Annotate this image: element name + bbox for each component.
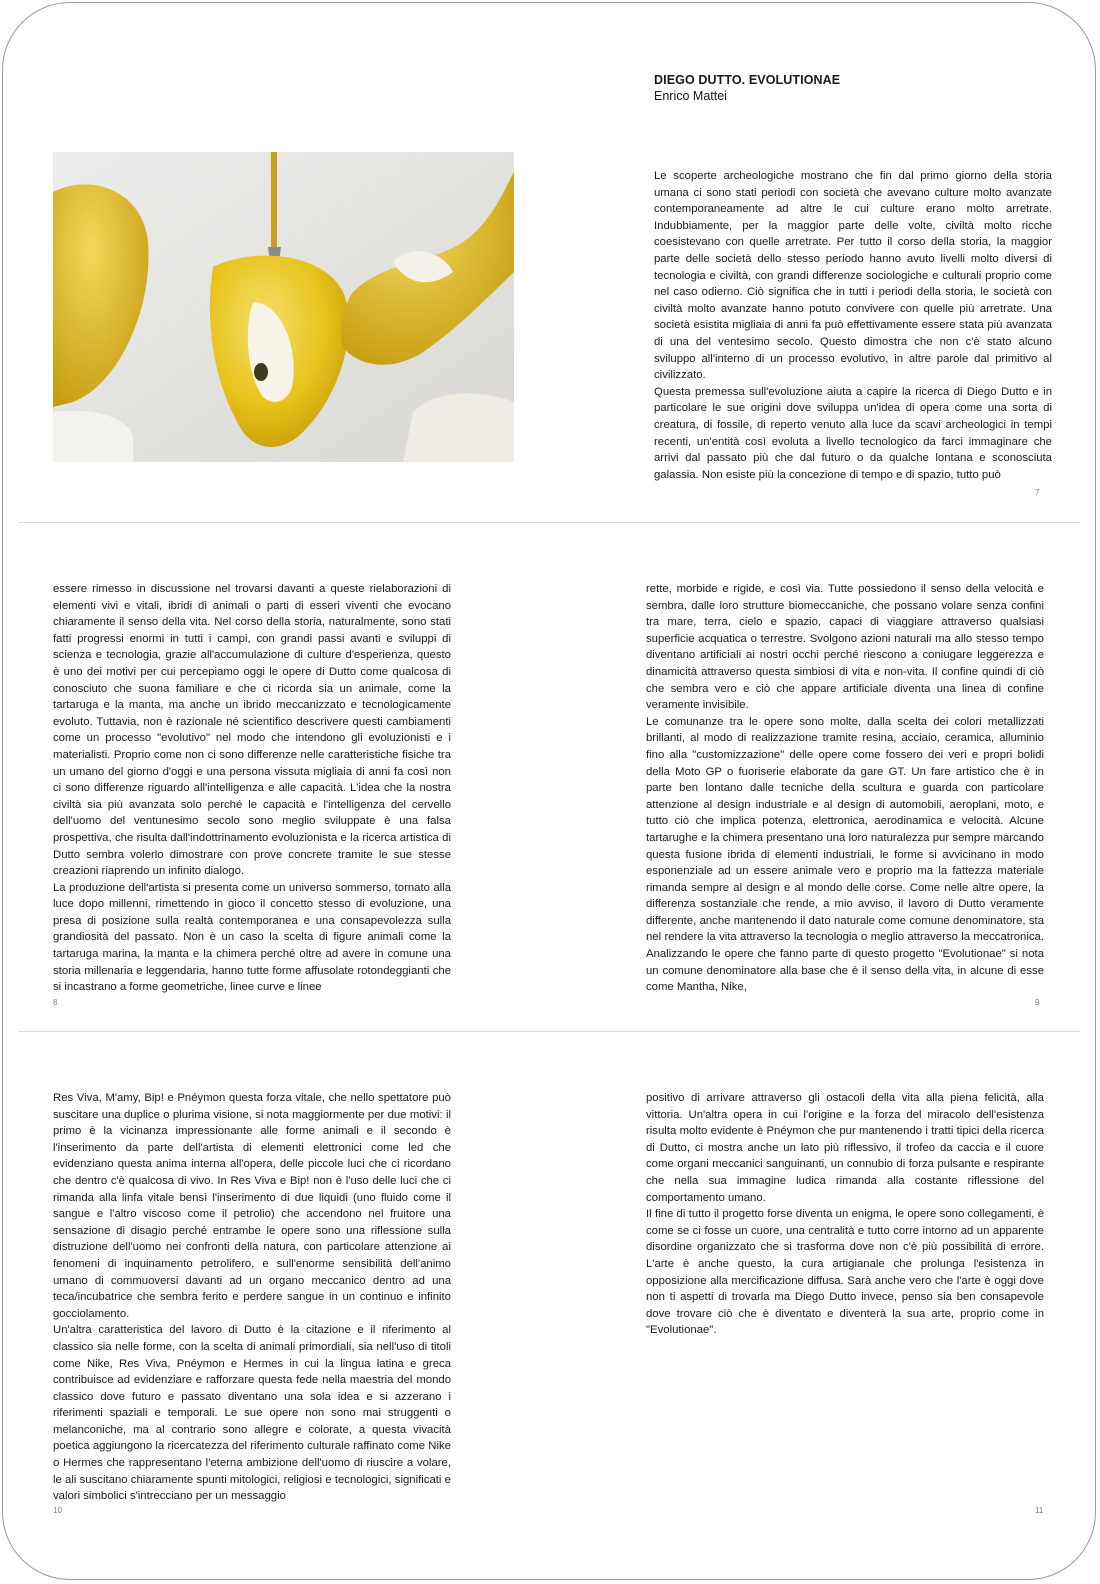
text-column xyxy=(53,1090,451,1505)
paragraph: essere rimesso in discussione nel trovarsi davanti a queste rielaborazioni di elementi vivi e vitali, ibridi di animali o parti di esseri viventi che evocano chiaramente il senso della vita. Nel corso della storia, naturalmente, sono stati fatti progressi enormi in tutti i campi, con grandi passi avanti e sviluppi di scienza e tecnologia, grazie all'accumulazione di culture d'esperienza, questo è uno dei motivi per cui percepiamo oggi le opere di Dutto come qualcosa di conosciuto che suona familiare e che ci ricorda sia un animale, come la tartaruga e la manta, ma anche un ibrido meccanizzato e tecnologicamente evoluto. Tuttavia, non è razionale né scientifico descrivere questi cambiamenti come un processo "evolutivo" nel modo che intendono gli evoluzionisti e i materialisti. Proprio come non ci sono differenze nelle caratteristiche fisiche tra un umano del giorno d'oggi e una persona vissuta migliaia di anni fa così non ci sono differenze riguardo all'intelligenza e alle capacità. L'idea che la nostra civiltà sia più avanzata solo perché le capacità e l'intelligenza del cervello dell'uomo del ventunesimo secolo sono meglio sviluppate è una falsa prospettiva, che risulta dall'indottrinamento evoluzionista e la ricerca artistica di Dutto sembra volerlo dimostrare con prove concrete tramite le sue stesse creazioni riaprendo un infinito dialogo. xyxy=(53,583,451,878)
paragraph: Questa premessa sull'evoluzione aiuta a capire la ricerca di Diego Dutto e in particolare le sue origini dove sviluppa un'idea di opera come una sorta di creatura, di fossile, di reperto venuto alla luce da scavi archeologici in tempi recenti, un'entità così evoluta a livello tecnologico da farci immaginare che arrivi dal passato più che dal futuro o da qualche lontana e sconosciuta galassia. Non esiste più la concezione di tempo e di spazio, tutto può xyxy=(654,385,1052,481)
paragraph: La produzione dell'artista si presenta come un universo sommerso, tornato alla luce dopo millenni, rimettendo in gioco il concetto stesso di evoluzione, una presa di posizione sulla realtà contemporanea e una consapevolezza sulla grandiosità del passato. Non è un caso la scelta di figure animali come la tartaruga marina, la manta e la chimera perché oltre ad avere in comune una storia millenaria e leggendaria, hanno tutte forme affusolate rotondeggianti che si incastrano a forme geometriche, linee curve e linee xyxy=(53,881,451,994)
page-number: 8 xyxy=(53,998,58,1007)
page-divider xyxy=(18,522,1080,523)
text-column xyxy=(654,168,1052,483)
article-header xyxy=(654,72,1054,104)
text-column xyxy=(646,1090,1044,1339)
page-number: 9 xyxy=(1035,998,1040,1007)
sculpture-photo xyxy=(53,152,514,462)
article-title: DIEGO DUTTO. EVOLUTIONAE xyxy=(654,73,841,87)
text-column xyxy=(53,581,451,996)
page-divider xyxy=(18,1031,1080,1032)
paragraph: Le scoperte archeologiche mostrano che fin dal primo giorno della storia umana ci sono stati periodi con società che avevano culture molto avanzate contemporaneamente ad altre le cui culture erano molto arretrate. Indubbiamente, per la maggior parte delle volte, civiltà molto ricche coesistevano con quelle arretrate. Per tutto il corso della storia, la maggior parte delle società dello stesso periodo hanno avuto livelli molto diversi di tecnologia e civiltà, con grandi differenze sociologiche e culturali proprio come nel caso odierno. Ciò significa che in tutti i periodi della storia, le società con civiltà molto avanzate hanno potuto convivere con quelle più arretrate. Una società esistita migliaia di anni fa può effettivamente essere stata più avanzata di una del ventesimo secolo. Questo dimostra che non c'è stato alcuno sviluppo all'interno di un processo evolutivo, in altre parole dal primitivo al civilizzato. xyxy=(654,170,1052,382)
paragraph: Un'altra caratteristica del lavoro di Dutto è la citazione e il riferimento al classico sia nelle forme, con la scelta di animali primordiali, sia nell'uso di titoli come Nike, Res Viva, Pnéymon e Hermes in cui la lingua latina e greca contribuisce ad evidenziare e rafforzare questa fede nella maestria del mondo classico dove futuro e passato diventano una sola idea e si azzerano i riferimenti spaziali e temporali. Le sue opere non sono mai struggenti o melanconiche, ma al contrario sono allegre e colorate, a questa vivacità poetica aggiungono la ricercatezza del riferimento culturale raffinato come Nike o Hermes che rappresentano l'eterna ambizione dell'uomo di riuscire a volare, le ali suscitano chiaramente spunti mitologici, religiosi e tecnologici, significati e valori simbolici s'intrecciano per un messaggio xyxy=(53,1324,451,1503)
paragraph: Le comunanze tra le opere sono molte, dalla scelta dei colori metallizzati brillanti, al modo di realizzazione tramite resina, acciaio, ceramica, alluminio fino alla "customizzazione" delle opere come fossero dei veri e propri bolidi della Moto GP o fuoriserie elaborate da gare GT. Un fare artistico che è in parte ben lontano dalle tecniche della scultura e guarda con particolare attenzione al design industriale e al design di automobili, aeroplani, moto, e tutto ciò che implica potenza, elettronica, aerodinamica e velocità. Alcune tartarughe e la chimera presentano una loro naturalezza pur sempre marcando questa fusione ibrida di elementi industriali, le forme si avvicinano in modo esponenziale ad un essere animale vero e proprio ma la fattezza materiale rimanda sempre al design e al mondo delle corse. Come nelle altre opere, la differenza sostanziale che rende, a mio avviso, il lavoro di Dutto veramente differente, anche mantenendo il dato naturale come comune denominatore, sta nel rendere la vita attraverso la tecnologia o meglio attraverso la meccatronica. Analizzando le opere che fanno parte di questo progetto "Evolutionae" si nota un comune denominatore alla base che è il senso della vita, in alcune di esse come Mantha, Nike, xyxy=(646,715,1044,994)
paragraph: rette, morbide e rigide, e così via. Tutte possiedono il senso della velocità e sembra, dalle loro strutture biomeccaniche, che possano volare senza confini tra mare, terra, cielo e spazio, capaci di viaggiare attraverso qualsiasi superficie acquatica o terrestre. Svolgono azioni naturali ma allo stesso tempo diventano artificiali ai nostri occhi perché riescono a coniugare leggerezza e dinamicità attraverso questa simbiosi di vita e non-vita. Il confine quindi di ciò che sembra vero e ciò che appare artificiale diventa una linea di confine veramente invisibile. xyxy=(646,583,1044,712)
page-number: 7 xyxy=(1035,488,1040,497)
paragraph: Res Viva, M'amy, Bip! e Pnéymon questa forza vitale, che nello spettatore può suscitare una duplice o plurima visione, si nota maggiormente per due motivi: il primo è la vicinanza impressionante alle forme animali e il secondo è l'inserimento da parte dell'artista di elementi elettronici come led che evidenziano questa anima interna all'opera, delle piccole luci che ci ricordano che dentro c'è qualcosa di vivo. In Res Viva e Bip! non è l'uso delle luci che ci rimanda alla linfa vitale bensì l'inserimento di due liquidi (uno fluido come il sangue e l'altro viscoso come il petrolio) che accendono nel fruitore una sensazione di disagio perché entrambe le opere sono una riflessione sulla distruzione dell'uomo nei confronti della natura, con particolare attenzione ai fenomeni di inquinamento petrolifero, e sull'enorme sensibilità dell'animo umano di commuoversi davanti ad un organo meccanico dentro ad una teca/incubatrice che sembra ferito e perdere sangue in un continuo e infinito gocciolamento. xyxy=(53,1092,451,1320)
paragraph: Il fine di tutto il progetto forse diventa un enigma, le opere sono collegamenti, è come se ci fosse un cuore, una centralità e tutto corre intorno ad un apparente disordine organizzato che si trasforma dove non c'è più possibilità di errore. L'arte è anche questo, la cura artigianale che prolunga l'esistenza in opposizione alla mercificazione diffusa. Sarà anche vero che l'arte è oggi dove non ti aspetti di trovarla ma Diego Dutto invece, penso sia ben consapevole dove trovare ciò che è diventato e diventerà la sua arte, proprio come in "Evolutionae". xyxy=(646,1208,1044,1337)
page-number: 11 xyxy=(1035,1506,1044,1515)
paragraph: positivo di arrivare attraverso gli ostacoli della vita alla piena felicità, alla vittoria. Un'altra opera in cui l'origine e la forza del miracolo dell'esistenza risulta molto evidente è Pnéymon che pur mantenendo i tratti tipici della ricerca di Dutto, ci mostra anche un lato più riflessivo, il trofeo da caccia e il cuore come organi meccanici sanguinanti, un connubio di forza pulsante e respirante che nella sua immagine ludica rimanda alla costante riflessione del comportamento umano. xyxy=(646,1092,1044,1204)
article-author: Enrico Mattei xyxy=(654,89,727,103)
text-column xyxy=(646,581,1044,996)
page-number: 10 xyxy=(53,1506,62,1515)
